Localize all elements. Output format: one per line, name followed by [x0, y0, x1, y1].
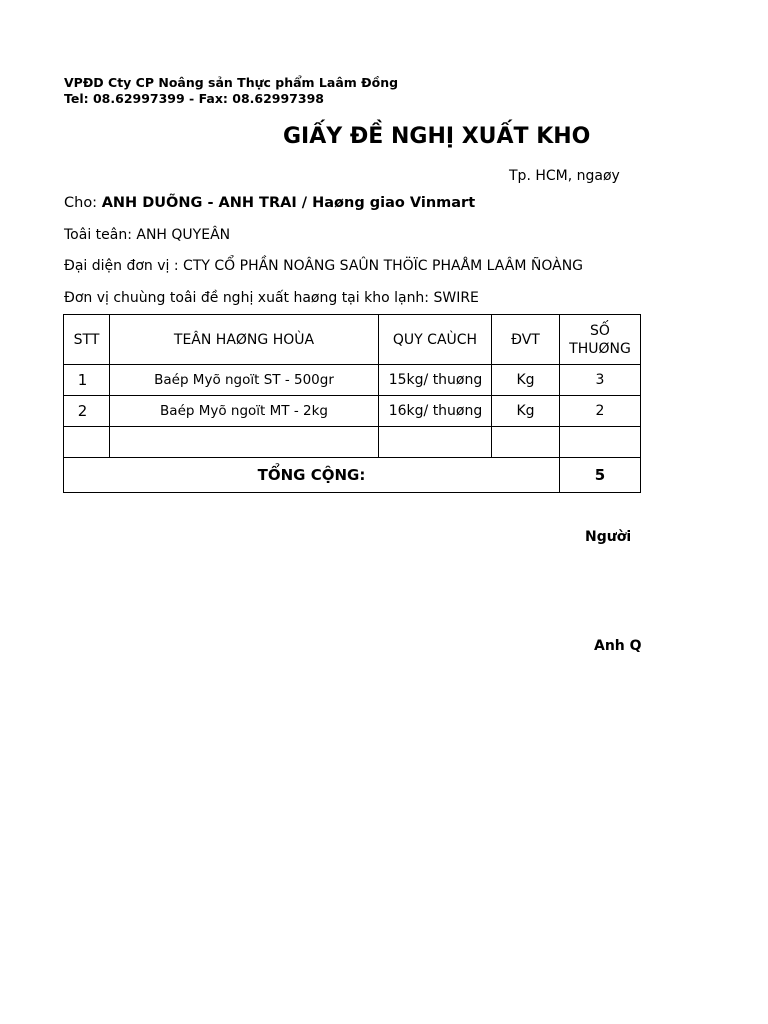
empty-cell: [110, 427, 379, 458]
row-stt: 2: [64, 396, 110, 427]
signature-name: Anh Q: [594, 638, 642, 654]
header-qty: [560, 315, 641, 365]
header-spec: QUY CAÙCH: [379, 315, 492, 365]
recipient-line: [64, 195, 475, 211]
header-unit: ĐVT: [492, 315, 560, 365]
document-title: GIẤY ĐỀ NGHỊ XUẤT KHO: [283, 124, 591, 149]
header-qty-line1: SỐ: [590, 322, 610, 339]
header-stt: STT: [64, 315, 110, 365]
empty-cell: [560, 427, 641, 458]
table-row: [64, 365, 641, 396]
signature-role: Người: [585, 529, 632, 545]
row-qty: 3: [560, 365, 641, 396]
header-name: TEÂN HAØNG HOÙA: [110, 315, 379, 365]
company-contact: Tel: 08.62997399 - Fax: 08.62997398: [64, 91, 324, 106]
company-name: VPĐD Cty CP Noâng sản Thực phẩm Laâm Đồng: [64, 75, 399, 90]
row-stt: 1: [64, 365, 110, 396]
table-row: [64, 396, 641, 427]
empty-cell: [64, 427, 110, 458]
recipient-label: Cho:: [64, 195, 102, 211]
row-unit: Kg: [492, 396, 560, 427]
company-info: [64, 75, 398, 107]
table-header-row: [64, 315, 641, 365]
header-qty-line2: THUØNG: [569, 340, 631, 357]
empty-cell: [379, 427, 492, 458]
requester-line: Toâi teân: ANH QUYEÂN: [64, 227, 231, 243]
table-row-empty: [64, 427, 641, 458]
recipient-value: ANH DUÕNG - ANH TRAI / Haøng giao Vinmart: [101, 195, 476, 211]
representative-line: Đại diện đơn vị : CTY CỔ PHẦN NOÂNG SAÛN THÖÏC PHAÅM LAÂM ÑOÀNG: [64, 258, 584, 274]
row-qty: 2: [560, 396, 641, 427]
total-value: 5: [560, 458, 641, 493]
row-spec: 16kg/ thuøng: [379, 396, 492, 427]
goods-table: [63, 314, 641, 493]
empty-cell: [492, 427, 560, 458]
row-name: Baép Myõ ngoït ST - 500gr: [110, 365, 379, 396]
row-unit: Kg: [492, 365, 560, 396]
table-total-row: [64, 458, 641, 493]
row-name: Baép Myõ ngoït MT - 2kg: [110, 396, 379, 427]
row-spec: 15kg/ thuøng: [379, 365, 492, 396]
total-label: TỔNG CỘNG:: [64, 458, 560, 493]
request-line: Đơn vị chuùng toâi đề nghị xuất haøng tại kho lạnh: SWIRE: [64, 290, 479, 306]
place-date: Tp. HCM, ngaøy: [509, 168, 620, 184]
